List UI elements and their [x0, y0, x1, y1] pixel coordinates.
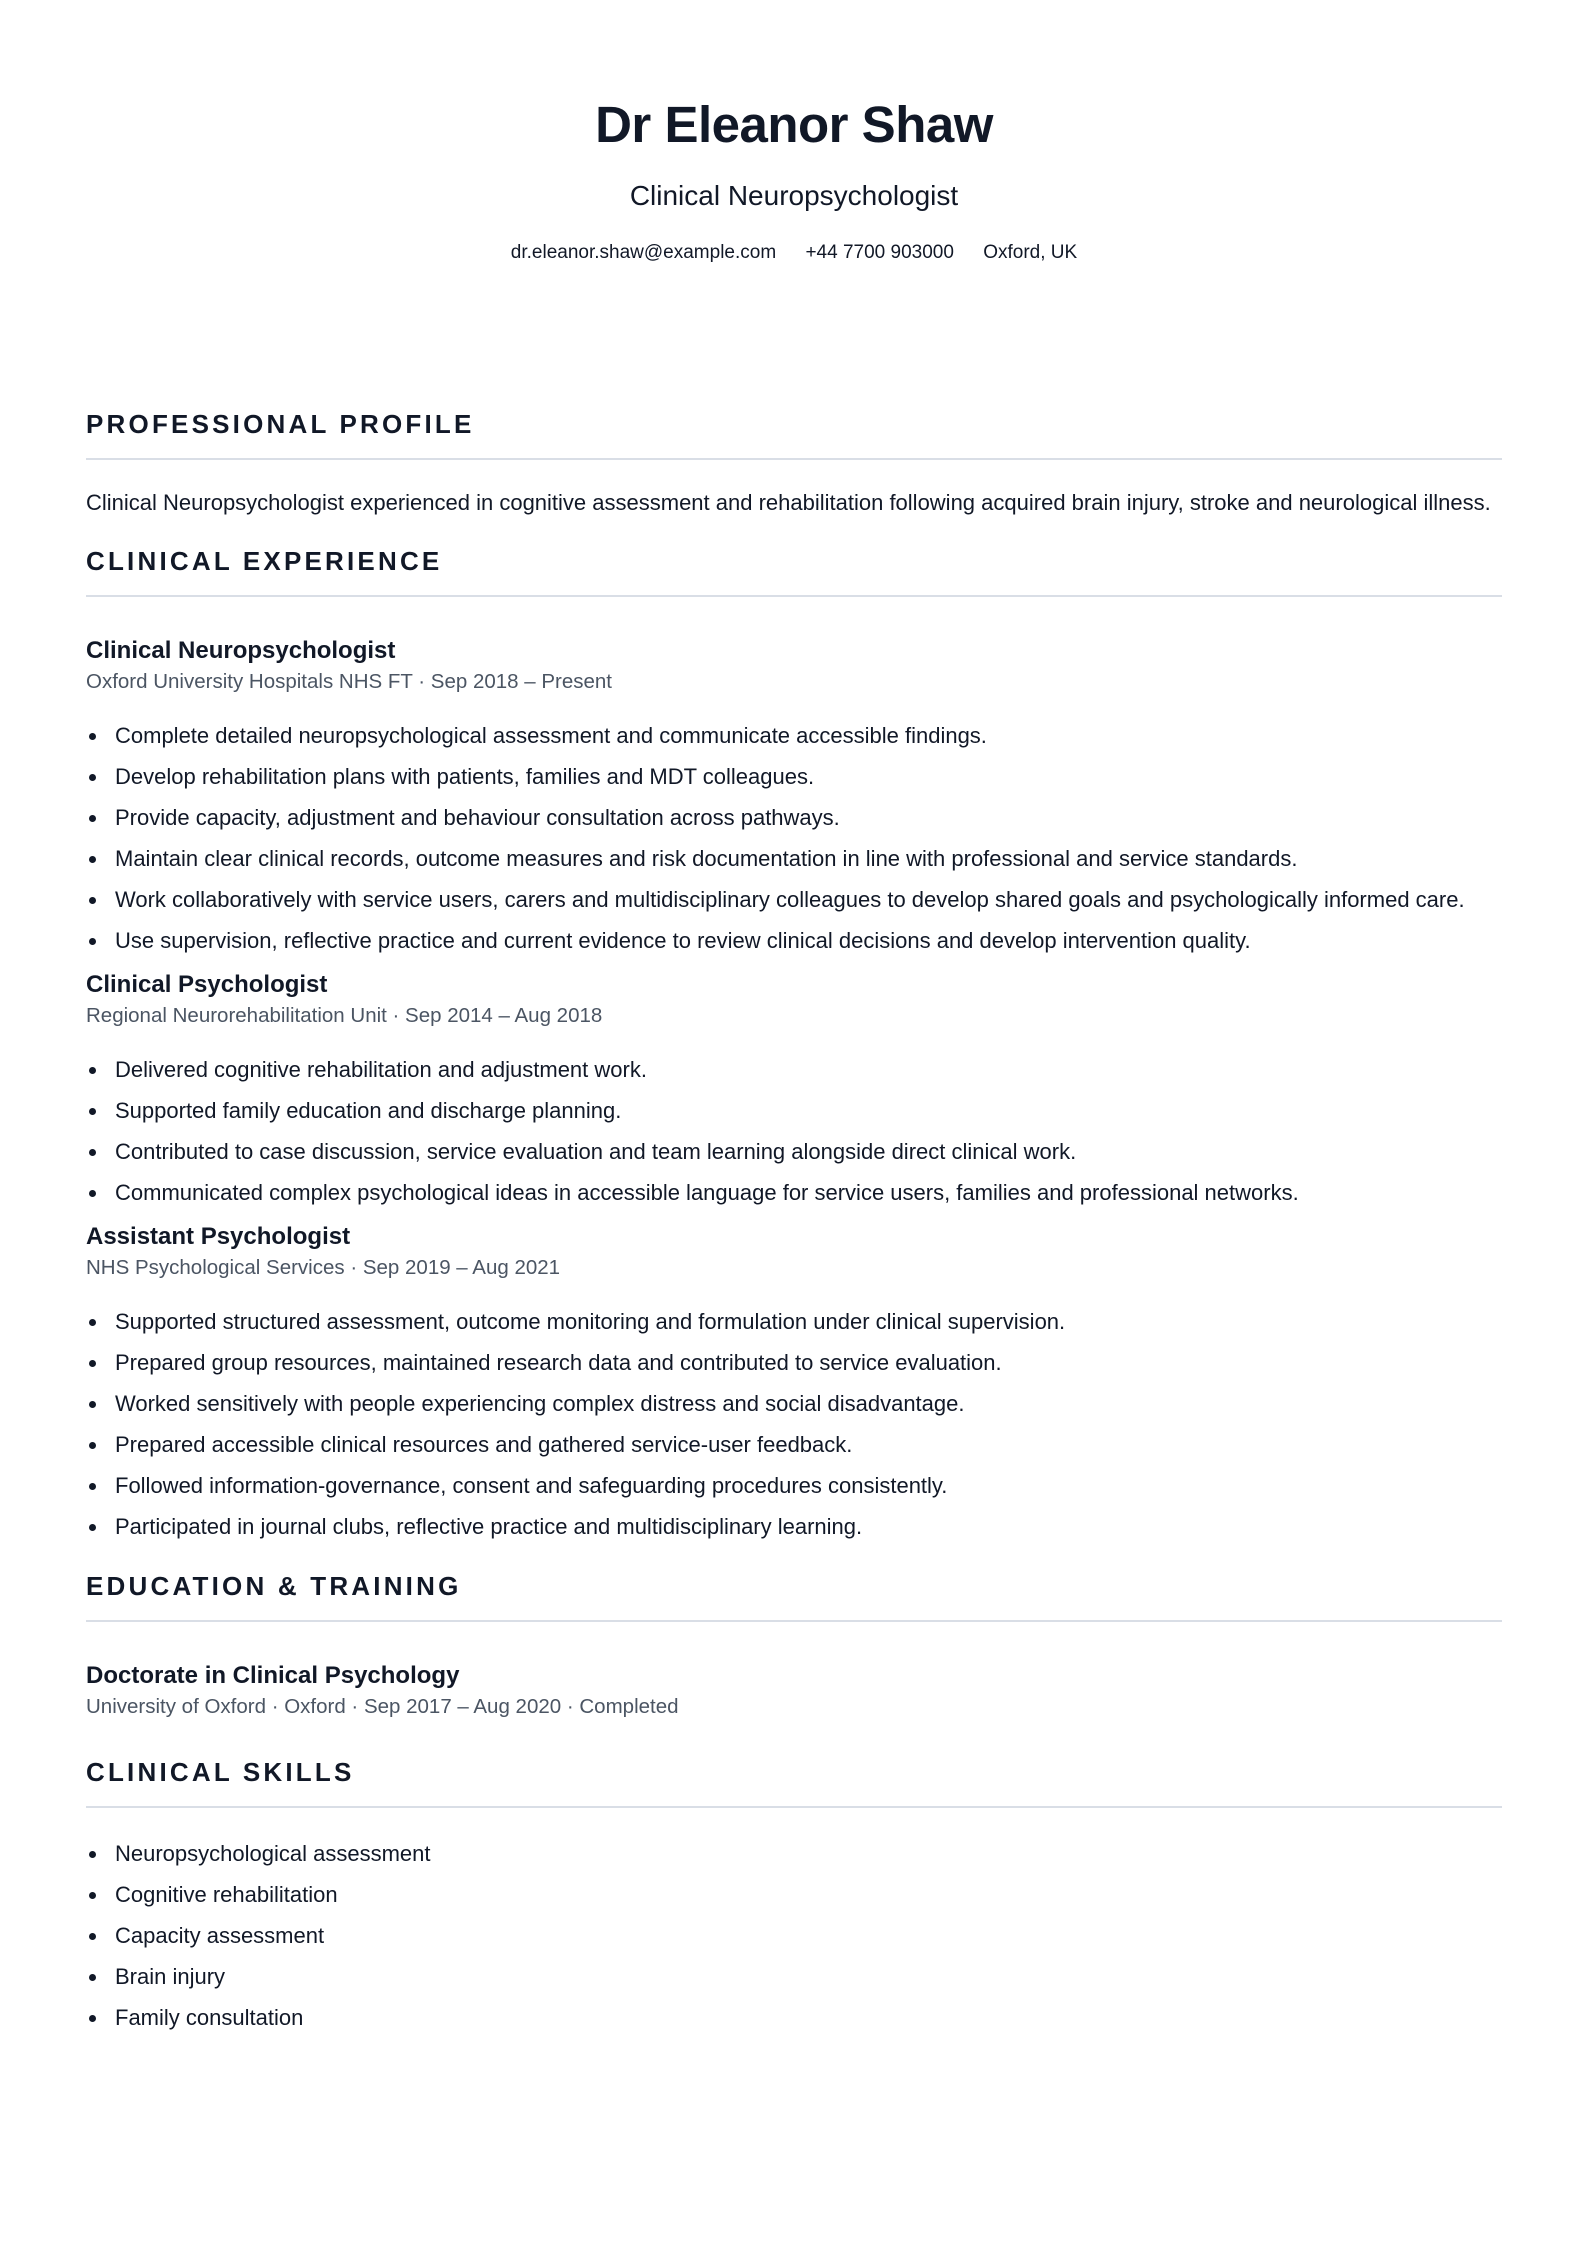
list-item: Contributed to case discussion, service evaluation and team learning alongside direct clinical work. — [86, 1135, 1502, 1168]
list-item: Worked sensitively with people experiencing complex distress and social disadvantage. — [86, 1387, 1502, 1420]
list-item: Use supervision, reflective practice and current evidence to review clinical decisions and develop intervention quality. — [86, 924, 1502, 957]
job-bullets — [86, 1053, 1502, 1209]
list-item: Supported family education and discharge planning. — [86, 1094, 1502, 1127]
section-divider — [86, 1620, 1502, 1622]
job-entry — [86, 969, 1502, 1209]
skill-item: Family consultation — [86, 2001, 1502, 2034]
contact-phone: +44 7700 903000 — [805, 242, 954, 263]
skills-list — [86, 1837, 1502, 2034]
resume-header — [86, 0, 1502, 266]
education-entry — [86, 1660, 1502, 1722]
skill-item: Neuropsychological assessment — [86, 1837, 1502, 1870]
degree-meta: University of Oxford · Oxford · Sep 2017 – Aug 2020 · Completed — [86, 1695, 679, 1718]
contact-line — [86, 240, 1502, 266]
job-title: Clinical Neuropsychologist — [86, 637, 396, 664]
degree-title: Doctorate in Clinical Psychology — [86, 1662, 460, 1689]
skills-section — [86, 1755, 1502, 2034]
section-title-experience: CLINICAL EXPERIENCE — [86, 546, 443, 576]
list-item: Maintain clear clinical records, outcome measures and risk documentation in line with professional and service standards. — [86, 842, 1502, 875]
job-title: Clinical Psychologist — [86, 971, 328, 998]
section-divider — [86, 458, 1502, 460]
section-divider — [86, 595, 1502, 597]
list-item: Communicated complex psychological ideas in accessible language for service users, families and professional networks. — [86, 1176, 1502, 1209]
section-divider — [86, 1806, 1502, 1808]
section-title-education: EDUCATION & TRAINING — [86, 1571, 462, 1601]
experience-section — [86, 544, 1502, 1543]
contact-location: Oxford, UK — [983, 242, 1078, 263]
list-item: Prepared accessible clinical resources and gathered service-user feedback. — [86, 1428, 1502, 1461]
skill-item: Capacity assessment — [86, 1919, 1502, 1952]
job-bullets — [86, 1305, 1502, 1543]
list-item: Prepared group resources, maintained research data and contributed to service evaluation. — [86, 1346, 1502, 1379]
section-title-skills: CLINICAL SKILLS — [86, 1757, 355, 1787]
contact-email: dr.eleanor.shaw@example.com — [510, 242, 777, 263]
candidate-headline: Clinical Neuropsychologist — [629, 180, 959, 211]
job-meta: Oxford University Hospitals NHS FT · Sep 2018 – Present — [86, 670, 612, 693]
list-item: Complete detailed neuropsychological assessment and communicate accessible findings. — [86, 719, 1502, 752]
job-entry — [86, 635, 1502, 957]
list-item: Develop rehabilitation plans with patients, families and MDT colleagues. — [86, 760, 1502, 793]
list-item: Supported structured assessment, outcome monitoring and formulation under clinical supervision. — [86, 1305, 1502, 1338]
job-entry — [86, 1221, 1502, 1543]
education-section — [86, 1569, 1502, 1722]
list-item: Followed information-governance, consent and safeguarding procedures consistently. — [86, 1469, 1502, 1502]
section-title-profile: PROFESSIONAL PROFILE — [86, 409, 475, 439]
skill-item: Cognitive rehabilitation — [86, 1878, 1502, 1911]
list-item: Provide capacity, adjustment and behaviour consultation across pathways. — [86, 801, 1502, 834]
job-meta: Regional Neurorehabilitation Unit · Sep 2014 – Aug 2018 — [86, 1004, 603, 1027]
profile-section — [86, 407, 1502, 519]
job-bullets — [86, 719, 1502, 957]
profile-text: Clinical Neuropsychologist experienced in cognitive assessment and rehabilitation following acquired brain injury, stroke and neurological illness. — [86, 490, 1491, 515]
job-meta: NHS Psychological Services · Sep 2019 – Aug 2021 — [86, 1256, 561, 1279]
list-item: Participated in journal clubs, reflective practice and multidisciplinary learning. — [86, 1510, 1502, 1543]
candidate-name: Dr Eleanor Shaw — [595, 96, 993, 153]
list-item: Work collaboratively with service users, carers and multidisciplinary colleagues to develop shared goals and psychologically informed care. — [86, 883, 1502, 916]
list-item: Delivered cognitive rehabilitation and adjustment work. — [86, 1053, 1502, 1086]
job-title: Assistant Psychologist — [86, 1223, 351, 1250]
skill-item: Brain injury — [86, 1960, 1502, 1993]
